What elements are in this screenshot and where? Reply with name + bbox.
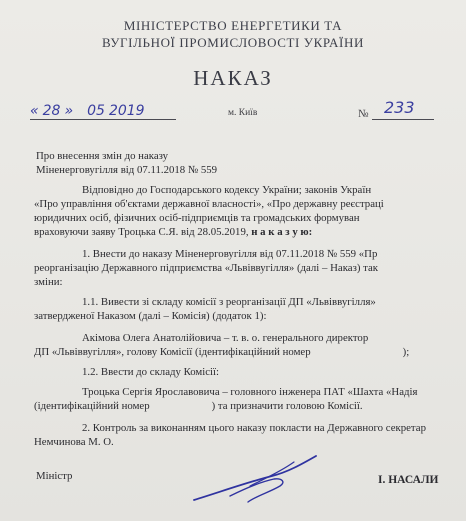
added-member-line1: Троцька Сергія Ярославовича – головного інженера ПАТ «Шахта «Надія [82,386,418,398]
ministry-name-line1: МІНІСТЕРСТВО ЕНЕРГЕТИКИ ТА [123,18,343,33]
order-keyword: н а к а з у ю: [251,226,313,238]
preamble-reason: враховуючи заяву Троцька С.Я. від 28.05.2019, [34,226,249,238]
number-label: № [358,108,369,120]
preamble-line4 [34,226,312,238]
item1-1-line2: затвердженої Наказом (далі – Комісія) (додаток 1): [34,310,267,322]
subject-line2: Міненерговугілля від 07.11.2018 № 559 [36,164,218,176]
item1-1-line1: 1.1. Вивести зі складу комісії з реорганізації ДП «Львіввугілля» [82,296,376,308]
item1-line1: 1. Внести до наказу Міненерговугілля від 07.11.2018 № 559 «Пр [82,248,378,260]
date-quote-open: « [30,103,39,119]
signatory-role: Міністр [36,470,73,482]
removed-member-end: ); [402,346,410,358]
date-day: 28 [42,103,61,119]
removed-member-line1: Акімова Олега Анатолійовича – т. в. о. генерального директор [82,332,369,344]
order-number: 233 [384,98,415,117]
date-year: 2019 [108,103,145,119]
control-line2: Немчинова М. О. [34,436,114,448]
item1-line3: зміни: [34,276,63,288]
added-member-text: (ідентифікаційний номер [34,400,150,412]
item1-2-line1: 1.2. Ввести до складу Комісії: [82,366,220,378]
added-member-end: ) та призначити головою Комісії. [211,400,363,412]
item1-line2: реорганізацію Державного підприємства «Львіввугілля» (далі – Наказ) так [34,262,379,274]
added-member-line2 [34,400,363,412]
city-label: м. Київ [228,108,258,118]
control-line1: 2. Контроль за виконанням цього наказу покласти на Державного секретар [82,422,426,434]
number-underline [372,119,434,120]
date-field [30,102,180,120]
signatory-name: І. НАСАЛИ [378,474,439,486]
preamble-line1: Відповідно до Господарського кодексу України; законів Україн [82,184,372,196]
document-title: НАКАЗ [193,66,273,90]
removed-member-line2 [34,346,409,358]
date-month: 05 [87,103,105,119]
date-quote-close: » [64,103,74,119]
preamble-line3: юридичних осіб, фізичних осіб-підприємців та громадських формуван [34,212,360,224]
ministry-name-line2: ВУГІЛЬНОЇ ПРОМИСЛОВОСТІ УКРАЇНИ [102,35,364,50]
removed-member-text: ДП «Львіввугілля», голову Комісії (ідентифікаційний номер [34,346,311,358]
subject-line1: Про внесення змін до наказу [36,150,169,162]
date-underline [30,119,176,120]
preamble-line2: «Про управління об'єктами державної власності», «Про державну реєстраці [34,198,384,210]
handwritten-signature [190,452,330,510]
